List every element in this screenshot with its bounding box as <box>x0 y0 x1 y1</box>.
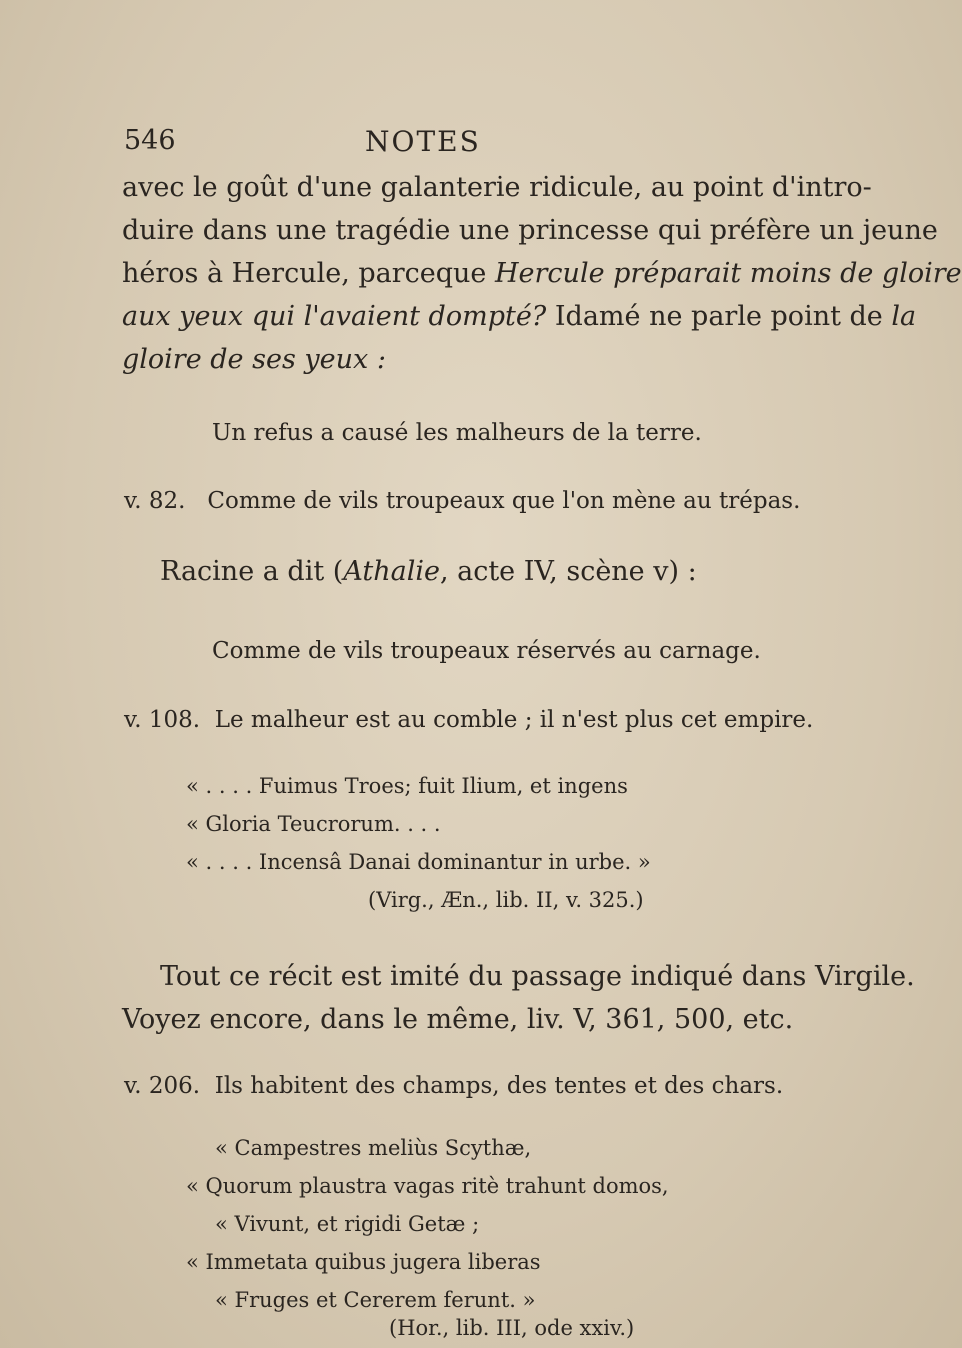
racine-b: Athalie <box>343 556 440 587</box>
note-v206 <box>124 1075 783 1098</box>
page-number: 546 <box>124 125 176 156</box>
note-v82-ref: v. 82. <box>124 488 186 514</box>
intro-line-4-b: Idamé ne parle point de <box>546 301 892 332</box>
latin2-line-3: « Vivunt, et rigidi Getæ ; <box>215 1212 480 1236</box>
latin1-line-2: « Gloria Teucrorum. . . . <box>186 812 441 836</box>
intro-line-4 <box>122 303 916 330</box>
note-v206-text: Ils habitent des champs, des tentes et des chars. <box>214 1073 784 1099</box>
racine-a: Racine a dit ( <box>160 556 344 587</box>
racine-c: , acte IV, scène v) : <box>439 556 697 587</box>
virgile-line-1: Tout ce récit est imité du passage indiqué dans Virgile. <box>160 961 915 992</box>
page-title: NOTES <box>365 125 481 158</box>
quote-refus: Un refus a causé les malheurs de la terre. <box>212 420 702 446</box>
intro-line-3 <box>122 260 962 287</box>
note-v108 <box>124 709 813 732</box>
latin1-line-1: « . . . . Fuimus Troes; fuit Ilium, et ingens <box>186 774 628 798</box>
intro-line-1: avec le goût d'une galanterie ridicule, au point d'intro- <box>122 172 872 203</box>
quote-carnage: Comme de vils troupeaux réservés au carnage. <box>212 638 761 664</box>
latin2-line-2: « Quorum plaustra vagas ritè trahunt domos, <box>186 1174 669 1198</box>
note-v108-ref: v. 108. <box>124 707 201 733</box>
intro-line-3-b: Hercule préparait moins de gloire <box>495 258 962 289</box>
note-v108-text: Le malheur est au comble ; il n'est plus cet empire. <box>214 707 814 733</box>
intro-line-2: duire dans une tragédie une princesse qui préfère un jeune <box>122 215 938 246</box>
latin2-line-1: « Campestres meliùs Scythæ, <box>215 1136 532 1160</box>
note-v206-ref: v. 206. <box>124 1073 201 1099</box>
intro-line-4-c: la <box>891 301 917 332</box>
latin2-line-5: « Fruges et Cererem ferunt. » <box>215 1288 536 1312</box>
intro-line-4-a: aux yeux qui l'avaient dompté? <box>122 301 547 332</box>
note-v82-text: Comme de vils troupeaux que l'on mène au trépas. <box>207 488 801 514</box>
note-v82 <box>124 490 800 513</box>
intro-line-3-a: héros à Hercule, parceque <box>122 258 495 289</box>
latin2-line-4: « Immetata quibus jugera liberas <box>186 1250 541 1274</box>
racine-line <box>160 558 697 585</box>
latin1-citation: (Virg., Æn., lib. II, v. 325.) <box>368 888 644 912</box>
latin2-citation: (Hor., lib. III, ode xxiv.) <box>389 1316 635 1340</box>
virgile-line-2: Voyez encore, dans le même, liv. V, 361, 500, etc. <box>122 1004 794 1035</box>
latin1-line-3: « . . . . Incensâ Danai dominantur in urbe. » <box>186 850 651 874</box>
intro-line-5-text: gloire de ses yeux : <box>122 344 386 375</box>
intro-line-5 <box>122 346 386 373</box>
